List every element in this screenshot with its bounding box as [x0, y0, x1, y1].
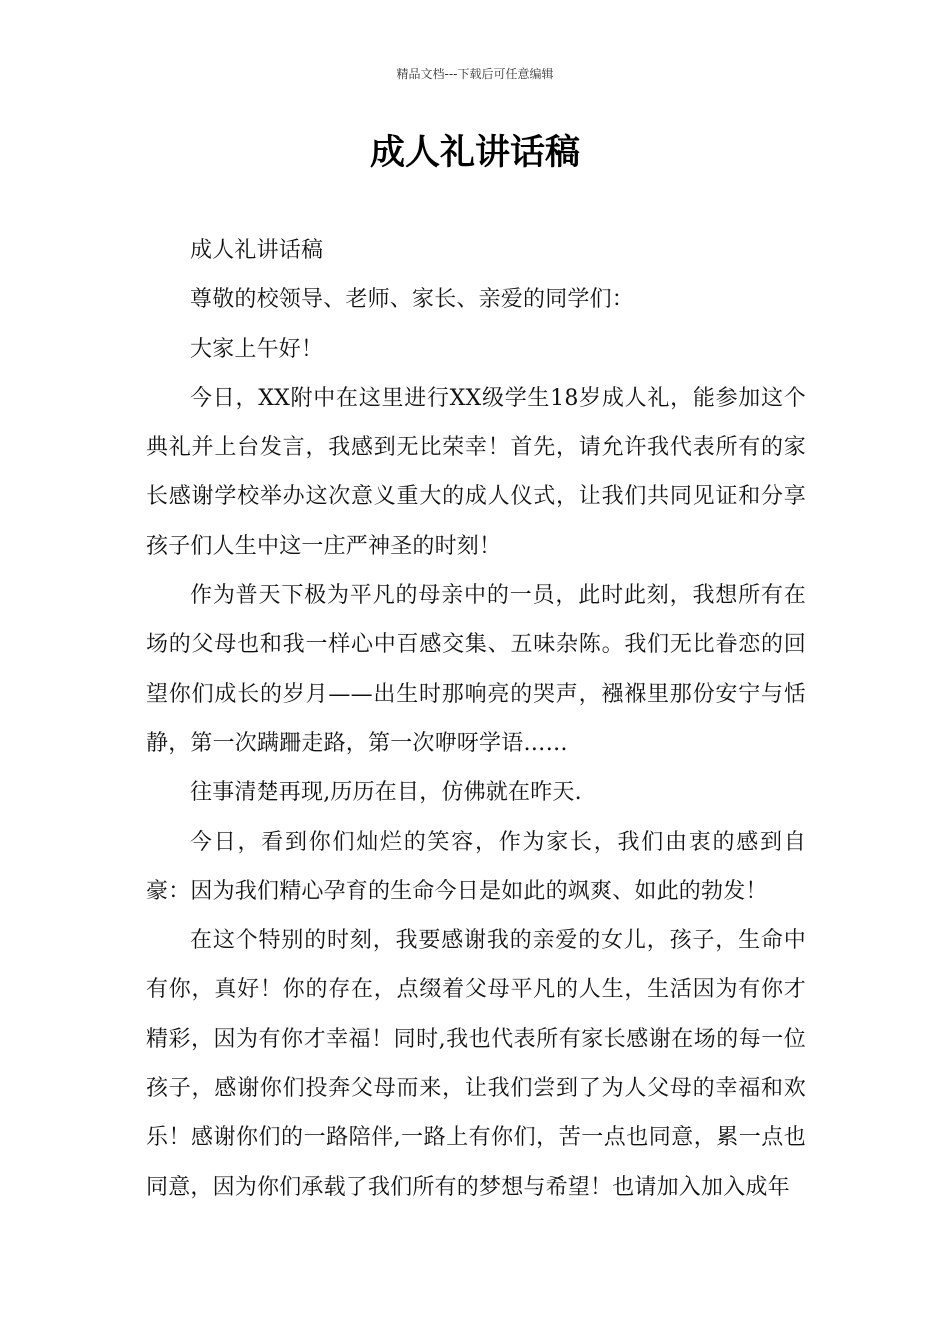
paragraph-salutation: 尊敬的校领导、老师、家长、亲爱的同学们：: [190, 287, 635, 313]
document-title: 成人礼讲话稿: [369, 133, 580, 173]
paragraph: 今日，XX附中在这里进行XX级学生18岁成人礼，能参加这个典礼并上台发言，我感到无比荣幸！首先，请允许我代表所有的家长感谢学校举办这次意义重大的成人仪式，让我们共同见证和分享孩子们人生中这一庄严神圣的时刻！: [146, 385, 806, 559]
paragraph-subtitle: 成人礼讲话稿: [190, 238, 324, 263]
paragraph: 往事清楚再现,历历在目，仿佛就在昨天.: [190, 780, 582, 806]
paragraph: 今日，看到你们灿烂的笑容，作为家长，我们由衷的感到自豪：因为我们精心孕育的生命今日是如此的飒爽、如此的勃发！: [146, 829, 806, 904]
page-header-note: 精品文档---下载后可任意编辑: [396, 67, 554, 81]
paragraph: 在这个特别的时刻，我要感谢我的亲爱的女儿，孩子，生命中有你，真好！你的存在，点缀着父母平凡的人生，生活因为有你才精彩，因为有你才幸福！同时,我也代表所有家长感谢在场的每一位孩子，感谢你们投奔父母而来，让我们尝到了为人父母的幸福和欢乐！感谢你们的一路陪伴,一路上有你们，苦一点也同意，累一点也同意，因为你们承载了我们所有的梦想与希望！也请加入加入成年: [146, 928, 806, 1200]
paragraph-greeting: 大家上午好！: [190, 336, 324, 362]
paragraph: 作为普天下极为平凡的母亲中的一员，此时此刻，我想所有在场的父母也和我一样心中百感交集、五味杂陈。我们无比眷恋的回望你们成长的岁月——出生时那响亮的哭声，襁褓里那份安宁与恬静，第一次蹒跚走路，第一次咿呀学语……: [146, 583, 806, 756]
document-body: [146, 226, 806, 1212]
